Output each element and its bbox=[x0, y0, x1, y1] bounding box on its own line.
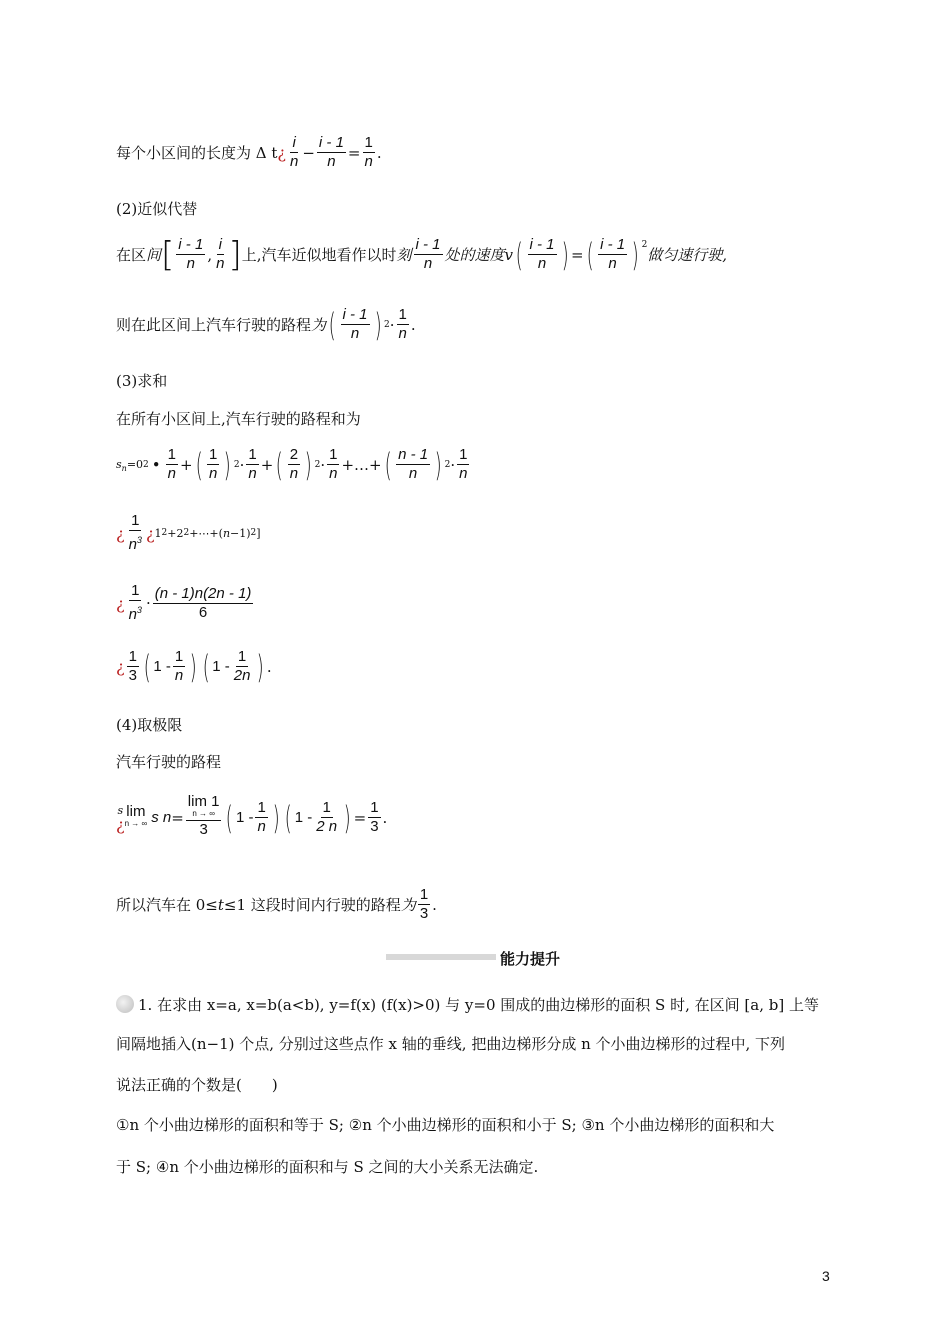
distance-intro: 汽车行驶的路程 bbox=[116, 753, 222, 771]
text: 1 - bbox=[294, 809, 313, 826]
text: 1 - bbox=[212, 658, 230, 675]
fraction: $\frac{i}{n}$ bbox=[216, 236, 225, 272]
text: 做匀速行驶, bbox=[647, 246, 728, 264]
minus-sign: − bbox=[302, 143, 315, 162]
conclusion-line bbox=[116, 886, 437, 923]
fraction: $\frac{i - 1}{n}$ bbox=[318, 134, 344, 170]
approximation-line bbox=[116, 236, 727, 273]
garbled-char: ¿ bbox=[277, 143, 286, 162]
fraction: $\frac{1}{n}$ bbox=[167, 446, 176, 482]
fraction: $\frac{i - 1}{n}$ bbox=[178, 236, 204, 272]
fraction: lim 1 n → ∞ 3 bbox=[187, 793, 220, 838]
period: . bbox=[376, 143, 382, 162]
dot: · bbox=[239, 455, 245, 474]
right-paren: ) bbox=[343, 798, 351, 837]
fraction: $\frac{i - 1}{n}$ bbox=[415, 236, 441, 272]
question-1-line-2: 间隔地插入(n−1) 个点, 分别过这些点作 x 轴的垂线, 把曲边梯形分成 n 个小曲边梯形的过程中, 下列 bbox=[116, 1035, 786, 1053]
step-4-label: (4)取极限 bbox=[116, 716, 183, 734]
text: 间 bbox=[146, 246, 162, 264]
question-1-line-5: 于 S; ④n 个小曲边梯形的面积和与 S 之间的大小关系无法确定. bbox=[116, 1158, 539, 1176]
fraction: $\frac{1}{n^3}$ bbox=[128, 582, 142, 623]
period: . bbox=[410, 315, 416, 334]
ellipsis: +…+ bbox=[341, 455, 382, 474]
lim-subscript: n → ∞ bbox=[124, 818, 148, 828]
dot: · bbox=[389, 315, 395, 334]
text: =0 bbox=[126, 458, 144, 471]
exponent: 2 bbox=[183, 528, 190, 538]
garbled-char: ¿ bbox=[116, 814, 125, 834]
fraction: $\frac{1}{n}$ bbox=[459, 446, 468, 482]
text: ≤1 这段时间内行驶的路程 bbox=[223, 896, 401, 914]
left-paren: ( bbox=[328, 305, 336, 344]
text: 为 bbox=[311, 316, 327, 334]
fraction: $\frac{i - 1}{n}$ bbox=[342, 306, 368, 342]
distance-line bbox=[116, 306, 416, 343]
exponent: 2 bbox=[444, 459, 451, 470]
equals-sign: = bbox=[347, 143, 361, 162]
left-paren: ( bbox=[195, 445, 203, 484]
left-paren: ( bbox=[143, 647, 151, 686]
text: 1 - bbox=[153, 658, 171, 675]
sum-step-1 bbox=[116, 512, 261, 554]
right-bracket: ] bbox=[228, 234, 242, 275]
fraction: $\frac{1}{n}$ bbox=[329, 446, 338, 482]
text: +⋯+( bbox=[189, 526, 223, 540]
right-paren: ) bbox=[561, 235, 569, 274]
text: 在区 bbox=[116, 246, 147, 264]
section-header bbox=[386, 948, 586, 968]
step-2-label: (2)近似代替 bbox=[116, 200, 198, 218]
period: . bbox=[432, 895, 437, 914]
left-paren: ( bbox=[202, 647, 210, 686]
section-title: 能力提升 bbox=[500, 951, 561, 968]
left-paren: ( bbox=[515, 235, 523, 274]
left-paren: ( bbox=[276, 445, 283, 484]
text: 为 bbox=[400, 896, 416, 914]
fraction: $\frac{i - 1}{n}$ bbox=[529, 236, 555, 272]
question-1-line-3: 说法正确的个数是( ) bbox=[116, 1076, 278, 1094]
step-3-label: (3)求和 bbox=[116, 372, 168, 390]
text: +2 bbox=[167, 526, 184, 540]
right-paren: ) bbox=[272, 798, 280, 837]
fraction: $\frac{1}{2 n}$ bbox=[316, 799, 338, 835]
text: 1 - bbox=[235, 809, 254, 826]
left-paren: ( bbox=[285, 798, 292, 837]
right-paren: ) bbox=[224, 445, 232, 484]
question-bullet-icon bbox=[116, 995, 134, 1013]
dot: · bbox=[320, 455, 326, 474]
fraction: $\frac{1}{3}$ bbox=[419, 886, 429, 922]
exponent: 2 bbox=[314, 459, 321, 470]
multiply-dot: • bbox=[151, 455, 161, 474]
sum-intro: 在所有小区间上,汽车行驶的路程和为 bbox=[116, 410, 361, 428]
dot: · bbox=[145, 594, 151, 612]
garbled-char: ¿ bbox=[145, 523, 155, 543]
right-paren: ) bbox=[257, 647, 265, 686]
sum-step-3 bbox=[116, 648, 272, 685]
text: ] bbox=[256, 526, 261, 540]
page-number: 3 bbox=[822, 1268, 830, 1284]
garbled-char: ¿ bbox=[116, 593, 125, 613]
t-symbol: t bbox=[217, 895, 224, 914]
exponent: 2 bbox=[161, 528, 168, 538]
question-1-line-1 bbox=[116, 994, 819, 1016]
text: s n bbox=[151, 809, 172, 826]
period: . bbox=[382, 808, 388, 827]
exponent: 2 bbox=[233, 459, 240, 470]
fraction: $\frac{1}{n^3}$ bbox=[128, 512, 142, 553]
s-symbol: s bbox=[117, 803, 124, 817]
fraction: $\frac{1}{n}$ bbox=[398, 306, 407, 342]
dot: · bbox=[450, 455, 456, 474]
subscript: n bbox=[121, 464, 127, 473]
exponent: 2 bbox=[250, 528, 257, 538]
exponent: 2 bbox=[641, 239, 648, 250]
text: 处的速度 bbox=[444, 246, 505, 264]
sum-expression bbox=[116, 446, 471, 483]
text: −1) bbox=[230, 526, 251, 540]
fraction: $\frac{1}{n}$ bbox=[364, 134, 373, 170]
fraction: $\frac{n - 1}{n}$ bbox=[398, 446, 429, 482]
right-paren: ) bbox=[304, 445, 312, 484]
fraction: $\frac{1}{n}$ bbox=[257, 799, 266, 835]
section-bar bbox=[386, 954, 496, 960]
sum-step-2 bbox=[116, 582, 255, 624]
right-paren: ) bbox=[374, 305, 382, 344]
text: 1 bbox=[154, 526, 162, 540]
velocity-symbol: v bbox=[504, 245, 514, 264]
fraction: $\frac{2}{n}$ bbox=[289, 446, 299, 482]
right-paren: ) bbox=[190, 647, 197, 686]
fraction: $\frac{i - 1}{n}$ bbox=[600, 236, 626, 272]
s-limit bbox=[116, 804, 125, 832]
garbled-char: ¿ bbox=[116, 523, 125, 543]
equals-sign: = bbox=[171, 808, 184, 827]
fraction: $\frac{1}{n}$ bbox=[209, 446, 218, 482]
fraction: $\frac{1}{2n}$ bbox=[233, 648, 251, 684]
text: 每个小区间的长度为 Δ t bbox=[116, 144, 278, 162]
left-paren: ( bbox=[384, 445, 392, 484]
left-paren: ( bbox=[586, 235, 594, 274]
text: 上,汽车近似地看作以时 bbox=[241, 246, 397, 264]
text: 所以汽车在 0≤ bbox=[116, 896, 218, 914]
fraction: $\frac{1}{n}$ bbox=[174, 648, 184, 684]
fraction: $\frac{(n - 1)n(2n - 1)}{6}$ bbox=[154, 584, 252, 621]
question-1-line-4: ①n 个小曲边梯形的面积和等于 S; ②n 个小曲边梯形的面积和小于 S; ③n 个小曲边梯形的面积和大 bbox=[116, 1116, 775, 1134]
right-paren: ) bbox=[631, 235, 639, 274]
fraction: $\frac{1}{3}$ bbox=[370, 799, 379, 835]
left-bracket: [ bbox=[161, 234, 175, 275]
right-paren: ) bbox=[434, 445, 442, 484]
text: 则在此区间上汽车行驶的路程 bbox=[116, 316, 312, 334]
interval-length-line bbox=[116, 134, 382, 171]
text: 刻 bbox=[396, 246, 412, 264]
limit-operator bbox=[124, 802, 148, 830]
fraction: $\frac{1}{3}$ bbox=[128, 648, 137, 684]
equals-sign: = bbox=[571, 245, 584, 264]
plus-sign: + bbox=[260, 455, 274, 474]
plus-sign: + bbox=[179, 455, 193, 474]
comma: , bbox=[207, 245, 213, 264]
exponent: 2 bbox=[143, 459, 149, 470]
lim-text: lim bbox=[126, 802, 146, 820]
left-paren: ( bbox=[226, 798, 234, 837]
fraction: $\frac{i}{n}$ bbox=[289, 134, 299, 170]
s-symbol: s bbox=[116, 458, 122, 471]
exponent: 2 bbox=[384, 319, 390, 330]
text: 1. 在求由 x=a, x=b(a<b), y=f(x) (f(x)>0) 与 y=0 围成的曲边梯形的面积 S 时, 在区间 [a, b] 上等 bbox=[138, 996, 819, 1014]
text: n bbox=[222, 526, 231, 540]
limit-expression bbox=[116, 793, 388, 839]
fraction: $\frac{1}{n}$ bbox=[248, 446, 257, 482]
period: . bbox=[266, 657, 272, 676]
equals-sign: = bbox=[353, 808, 367, 827]
garbled-char: ¿ bbox=[116, 657, 125, 676]
